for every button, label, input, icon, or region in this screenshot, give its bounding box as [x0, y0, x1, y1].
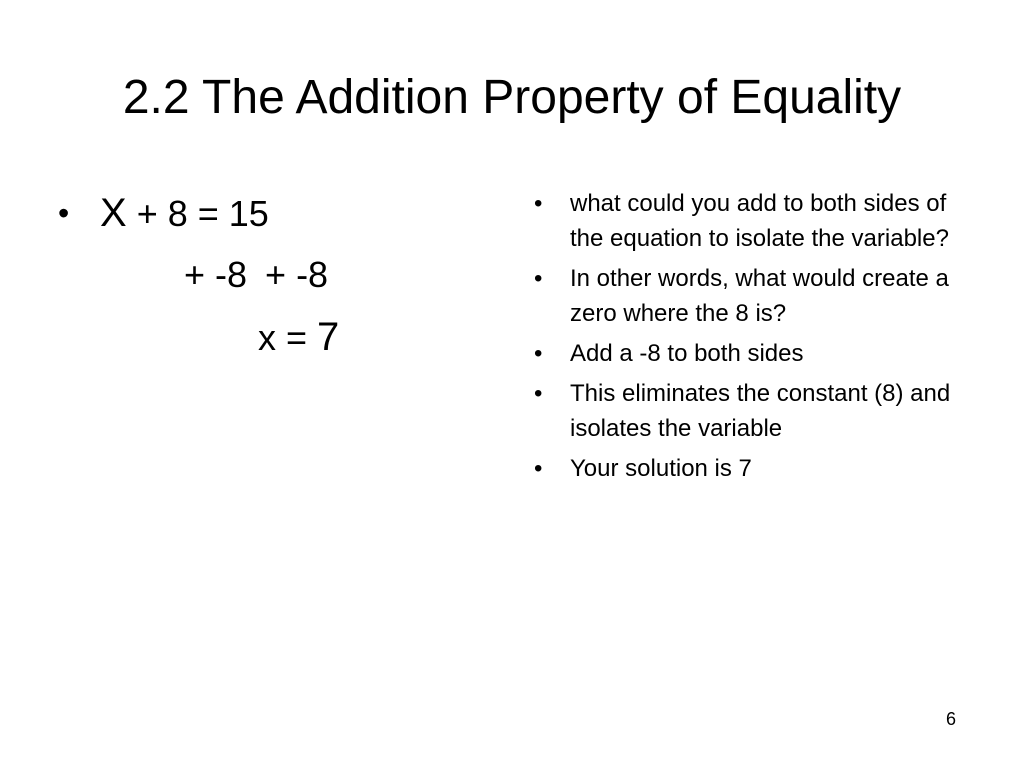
bullet-icon: •	[534, 190, 543, 217]
bullet-icon: •	[58, 195, 70, 231]
bullet-icon: •	[534, 265, 543, 292]
list-item-text: Your solution is 7	[570, 455, 752, 482]
list-item	[532, 261, 972, 331]
list-item-text: what could you add to both sides of the equation to isolate the variable?	[570, 190, 949, 252]
bullet-icon: •	[534, 455, 543, 482]
equation-variable: X	[100, 191, 127, 235]
list-item-text: Add a -8 to both sides	[570, 340, 804, 367]
equation-line-2	[58, 250, 478, 312]
list-item	[532, 451, 972, 486]
equation-result-lhs: x =	[258, 317, 318, 358]
equation-step-right: + -8	[265, 254, 329, 295]
equation-line-3	[58, 312, 478, 374]
equation-step	[184, 250, 328, 300]
equation-result-value: 7	[317, 315, 340, 359]
list-item	[532, 376, 972, 446]
equation-step-left: + -8	[184, 254, 248, 295]
explanation-block	[532, 186, 972, 491]
list-item-text: This eliminates the constant (8) and isolates the variable	[570, 380, 951, 442]
page-number: 6	[946, 709, 957, 729]
equation-block	[58, 188, 478, 374]
equation-text	[100, 188, 269, 239]
equation-line-1	[58, 188, 478, 250]
list-item	[532, 336, 972, 371]
bullet-icon: •	[534, 380, 543, 407]
equation-expression: + 8 = 15	[126, 193, 269, 234]
slide-title: 2.2 The Addition Property of Equality	[122, 71, 902, 124]
list-item-text: In other words, what would create a zero where the 8 is?	[570, 265, 949, 327]
explanation-list	[532, 186, 972, 486]
equation-result	[258, 312, 339, 363]
list-item	[532, 186, 972, 256]
bullet-icon: •	[534, 340, 543, 367]
